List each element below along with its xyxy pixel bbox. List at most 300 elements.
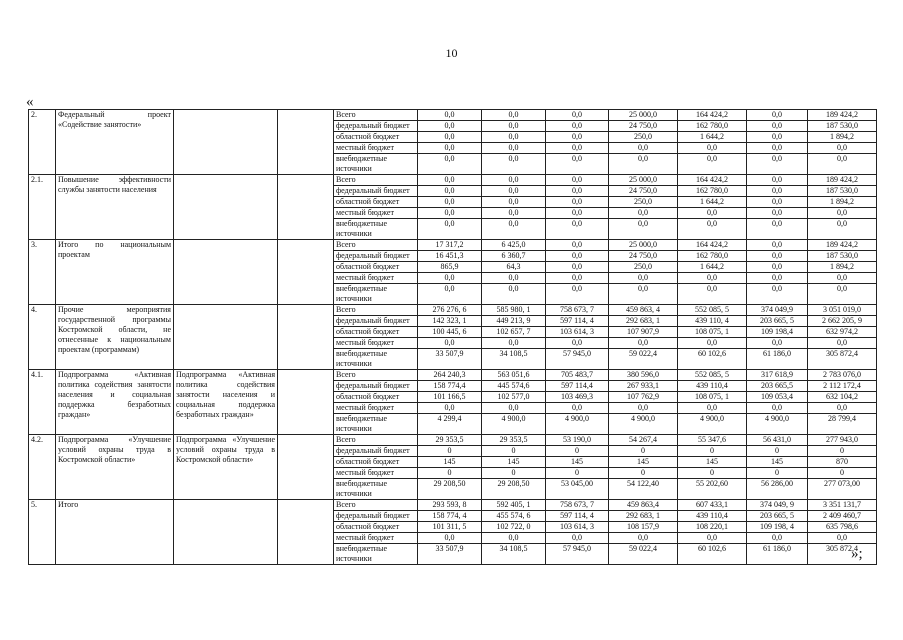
amount-cell: 0,0 (747, 240, 808, 251)
amount-cell: 162 780,0 (678, 121, 747, 132)
amount-cell: 0,0 (482, 403, 546, 414)
table-row (29, 175, 877, 186)
amount-cell: 0 (808, 468, 877, 479)
amount-cell: 108 075, 1 (678, 327, 747, 338)
section-number: 4. (29, 305, 56, 370)
amount-cell: 145 (546, 457, 609, 468)
amount-cell: 0,0 (747, 338, 808, 349)
amount-cell: 0 (609, 468, 678, 479)
amount-cell: 592 405, 1 (482, 500, 546, 511)
amount-cell: 0 (418, 446, 482, 457)
funding-source: Всего (334, 305, 418, 316)
blank-cell (278, 500, 334, 565)
amount-cell: 0,0 (418, 338, 482, 349)
amount-cell: 0,0 (808, 208, 877, 219)
amount-cell: 24 750,0 (609, 251, 678, 262)
amount-cell: 0 (546, 468, 609, 479)
amount-cell: 0,0 (747, 197, 808, 208)
amount-cell: 552 085, 5 (678, 305, 747, 316)
funding-source: Всего (334, 435, 418, 446)
blank-cell (278, 305, 334, 370)
amount-cell: 0,0 (808, 154, 877, 175)
amount-cell: 0 (482, 468, 546, 479)
table-row (29, 305, 877, 316)
subprogram-name (174, 240, 278, 305)
subprogram-name (174, 305, 278, 370)
amount-cell: 0,0 (482, 533, 546, 544)
amount-cell: 3 351 131,7 (808, 500, 877, 511)
amount-cell: 705 483,7 (546, 370, 609, 381)
amount-cell: 459 863,4 (609, 500, 678, 511)
section-number: 4.2. (29, 435, 56, 500)
amount-cell: 552 085, 5 (678, 370, 747, 381)
funding-source: местный бюджет (334, 273, 418, 284)
amount-cell: 61 186,0 (747, 544, 808, 565)
amount-cell: 0 (678, 468, 747, 479)
funding-source: федеральный бюджет (334, 381, 418, 392)
amount-cell: 2 409 460,7 (808, 511, 877, 522)
funding-source: внебюджетные источники (334, 154, 418, 175)
section-number: 2.1. (29, 175, 56, 240)
amount-cell: 28 799,4 (808, 414, 877, 435)
amount-cell: 56 286,00 (747, 479, 808, 500)
amount-cell: 0,0 (678, 533, 747, 544)
amount-cell: 164 424,2 (678, 175, 747, 186)
amount-cell: 0,0 (546, 175, 609, 186)
amount-cell: 0,0 (418, 197, 482, 208)
amount-cell: 0,0 (546, 110, 609, 121)
amount-cell: 0,0 (747, 110, 808, 121)
amount-cell: 108 220,1 (678, 522, 747, 533)
blank-cell (278, 175, 334, 240)
funding-source: Всего (334, 240, 418, 251)
amount-cell: 0,0 (747, 143, 808, 154)
amount-cell: 439 110,4 (678, 511, 747, 522)
opening-quote-mark: « (26, 94, 34, 110)
funding-source: областной бюджет (334, 457, 418, 468)
amount-cell: 103 469,3 (546, 392, 609, 403)
funding-source: внебюджетные источники (334, 544, 418, 565)
funding-source: Всего (334, 175, 418, 186)
amount-cell: 758 673, 7 (546, 305, 609, 316)
funding-source: внебюджетные источники (334, 284, 418, 305)
amount-cell: 1 644,2 (678, 132, 747, 143)
amount-cell: 0,0 (546, 143, 609, 154)
amount-cell: 0 (418, 468, 482, 479)
amount-cell: 29 208,50 (418, 479, 482, 500)
amount-cell: 187 530,0 (808, 121, 877, 132)
funding-source: внебюджетные источники (334, 349, 418, 370)
amount-cell: 54 267,4 (609, 435, 678, 446)
amount-cell: 0,0 (609, 273, 678, 284)
amount-cell: 277 073,00 (808, 479, 877, 500)
amount-cell: 317 618,9 (747, 370, 808, 381)
amount-cell: 0,0 (418, 533, 482, 544)
funding-source: федеральный бюджет (334, 316, 418, 327)
funding-source: федеральный бюджет (334, 121, 418, 132)
section-name: Подпрограмма «Улучшение условий охраны труда в Костромской области» (56, 435, 174, 500)
amount-cell: 0,0 (482, 219, 546, 240)
amount-cell: 0 (482, 446, 546, 457)
amount-cell: 0,0 (609, 219, 678, 240)
amount-cell: 632 104,2 (808, 392, 877, 403)
amount-cell: 0,0 (678, 338, 747, 349)
amount-cell: 158 774,4 (418, 381, 482, 392)
amount-cell: 374 049, 9 (747, 500, 808, 511)
amount-cell: 4 900,0 (678, 414, 747, 435)
funding-source: областной бюджет (334, 262, 418, 273)
amount-cell: 145 (418, 457, 482, 468)
amount-cell: 597 114, 4 (546, 316, 609, 327)
funding-source: областной бюджет (334, 522, 418, 533)
amount-cell: 0,0 (482, 154, 546, 175)
amount-cell: 0,0 (747, 175, 808, 186)
section-name: Прочие мероприятия государственной программы Костромской области, не отнесенные к национальным проектам (программам) (56, 305, 174, 370)
amount-cell: 0,0 (747, 219, 808, 240)
amount-cell: 101 166,5 (418, 392, 482, 403)
amount-cell: 0,0 (609, 338, 678, 349)
amount-cell: 162 780,0 (678, 251, 747, 262)
amount-cell: 374 049,9 (747, 305, 808, 316)
amount-cell: 56 431,0 (747, 435, 808, 446)
funding-source: областной бюджет (334, 197, 418, 208)
amount-cell: 17 317,2 (418, 240, 482, 251)
amount-cell: 276 276, 6 (418, 305, 482, 316)
section-number: 2. (29, 110, 56, 175)
amount-cell: 162 780,0 (678, 186, 747, 197)
amount-cell: 0,0 (546, 240, 609, 251)
amount-cell: 4 900,0 (482, 414, 546, 435)
amount-cell: 0,0 (609, 208, 678, 219)
amount-cell: 203 665,5 (747, 381, 808, 392)
amount-cell: 264 240,3 (418, 370, 482, 381)
amount-cell: 0,0 (609, 533, 678, 544)
amount-cell: 0,0 (808, 403, 877, 414)
subprogram-name (174, 110, 278, 175)
amount-cell: 0,0 (747, 132, 808, 143)
amount-cell: 865,9 (418, 262, 482, 273)
amount-cell: 0,0 (609, 403, 678, 414)
amount-cell: 145 (609, 457, 678, 468)
amount-cell: 0,0 (482, 121, 546, 132)
amount-cell: 250,0 (609, 197, 678, 208)
amount-cell: 0,0 (747, 208, 808, 219)
amount-cell: 0,0 (482, 186, 546, 197)
amount-cell: 0,0 (747, 403, 808, 414)
amount-cell: 107 907,9 (609, 327, 678, 338)
amount-cell: 0,0 (546, 154, 609, 175)
amount-cell: 25 000,0 (609, 175, 678, 186)
funding-source: внебюджетные источники (334, 479, 418, 500)
funding-source: внебюджетные источники (334, 219, 418, 240)
funding-source: областной бюджет (334, 132, 418, 143)
amount-cell: 0,0 (747, 154, 808, 175)
amount-cell: 0,0 (747, 273, 808, 284)
amount-cell: 189 424,2 (808, 240, 877, 251)
amount-cell: 0,0 (747, 251, 808, 262)
amount-cell: 2 662 205, 9 (808, 316, 877, 327)
amount-cell: 0,0 (546, 208, 609, 219)
amount-cell: 60 102,6 (678, 544, 747, 565)
amount-cell: 0,0 (418, 154, 482, 175)
amount-cell: 0 (546, 446, 609, 457)
amount-cell: 585 980, 1 (482, 305, 546, 316)
amount-cell: 563 051,6 (482, 370, 546, 381)
amount-cell: 4 900,0 (747, 414, 808, 435)
amount-cell: 455 574, 6 (482, 511, 546, 522)
amount-cell: 0,0 (546, 197, 609, 208)
amount-cell: 6 425,0 (482, 240, 546, 251)
amount-cell: 0,0 (678, 403, 747, 414)
amount-cell: 203 665, 5 (747, 511, 808, 522)
amount-cell: 164 424,2 (678, 240, 747, 251)
amount-cell: 439 110, 4 (678, 316, 747, 327)
amount-cell: 0,0 (808, 219, 877, 240)
amount-cell: 0,0 (609, 143, 678, 154)
amount-cell: 109 198,4 (747, 327, 808, 338)
funding-source: местный бюджет (334, 468, 418, 479)
funding-source: областной бюджет (334, 392, 418, 403)
funding-source: местный бюджет (334, 143, 418, 154)
funding-source: областной бюджет (334, 327, 418, 338)
amount-cell: 305 872,4 (808, 544, 877, 565)
table-row (29, 500, 877, 511)
amount-cell: 145 (678, 457, 747, 468)
amount-cell: 0,0 (418, 219, 482, 240)
amount-cell: 0,0 (482, 208, 546, 219)
amount-cell: 145 (747, 457, 808, 468)
amount-cell: 2 112 172,4 (808, 381, 877, 392)
amount-cell: 0,0 (546, 403, 609, 414)
amount-cell: 4 900,0 (546, 414, 609, 435)
amount-cell: 187 530,0 (808, 186, 877, 197)
amount-cell: 0,0 (678, 143, 747, 154)
amount-cell: 0,0 (546, 262, 609, 273)
amount-cell: 0,0 (546, 273, 609, 284)
amount-cell: 61 186,0 (747, 349, 808, 370)
amount-cell: 102 722, 0 (482, 522, 546, 533)
blank-cell (278, 435, 334, 500)
amount-cell: 189 424,2 (808, 175, 877, 186)
amount-cell: 0 (678, 446, 747, 457)
amount-cell: 103 614, 3 (546, 522, 609, 533)
amount-cell: 29 353,5 (482, 435, 546, 446)
amount-cell: 0,0 (546, 338, 609, 349)
amount-cell: 0,0 (747, 284, 808, 305)
amount-cell: 635 798,6 (808, 522, 877, 533)
amount-cell: 0,0 (678, 208, 747, 219)
funding-source: федеральный бюджет (334, 446, 418, 457)
amount-cell: 107 762,9 (609, 392, 678, 403)
amount-cell: 607 433,1 (678, 500, 747, 511)
amount-cell: 53 045,00 (546, 479, 609, 500)
amount-cell: 55 347,6 (678, 435, 747, 446)
amount-cell: 0,0 (546, 284, 609, 305)
amount-cell: 0,0 (747, 262, 808, 273)
amount-cell: 0,0 (747, 121, 808, 132)
amount-cell: 0,0 (482, 284, 546, 305)
amount-cell: 0,0 (808, 143, 877, 154)
amount-cell: 0,0 (808, 338, 877, 349)
amount-cell: 1 894,2 (808, 132, 877, 143)
funding-source: местный бюджет (334, 403, 418, 414)
amount-cell: 53 190,0 (546, 435, 609, 446)
amount-cell: 102 657, 7 (482, 327, 546, 338)
amount-cell: 3 051 019,0 (808, 305, 877, 316)
section-name: Федеральный проект «Содействие занятости» (56, 110, 174, 175)
amount-cell: 0,0 (678, 284, 747, 305)
amount-cell: 0,0 (482, 110, 546, 121)
section-name: Повышение эффективности службы занятости населения (56, 175, 174, 240)
blank-cell (278, 110, 334, 175)
funding-source: федеральный бюджет (334, 251, 418, 262)
amount-cell: 0,0 (747, 533, 808, 544)
funding-source: Всего (334, 370, 418, 381)
amount-cell: 305 872,4 (808, 349, 877, 370)
funding-source: Всего (334, 110, 418, 121)
subprogram-name (174, 175, 278, 240)
amount-cell: 101 311, 5 (418, 522, 482, 533)
amount-cell: 6 360,7 (482, 251, 546, 262)
amount-cell: 59 022,4 (609, 349, 678, 370)
amount-cell: 4 299,4 (418, 414, 482, 435)
amount-cell: 449 213, 9 (482, 316, 546, 327)
amount-cell: 0 (747, 468, 808, 479)
amount-cell: 0 (747, 446, 808, 457)
budget-table (28, 109, 877, 565)
amount-cell: 0,0 (546, 121, 609, 132)
amount-cell: 267 933,1 (609, 381, 678, 392)
amount-cell: 632 974,2 (808, 327, 877, 338)
amount-cell: 1 644,2 (678, 262, 747, 273)
amount-cell: 0,0 (418, 284, 482, 305)
amount-cell: 0,0 (482, 273, 546, 284)
page-number: 10 (445, 46, 458, 60)
amount-cell: 100 445, 6 (418, 327, 482, 338)
amount-cell: 4 900,0 (609, 414, 678, 435)
amount-cell: 57 945,0 (546, 349, 609, 370)
blank-cell (278, 370, 334, 435)
amount-cell: 25 000,0 (609, 240, 678, 251)
amount-cell: 0,0 (482, 175, 546, 186)
amount-cell: 55 202,60 (678, 479, 747, 500)
table-row (29, 110, 877, 121)
amount-cell: 0 (609, 446, 678, 457)
amount-cell: 16 451,3 (418, 251, 482, 262)
budget-table-body (29, 110, 877, 565)
section-number: 3. (29, 240, 56, 305)
amount-cell: 597 114, 4 (546, 511, 609, 522)
amount-cell: 189 424,2 (808, 110, 877, 121)
amount-cell: 0,0 (678, 219, 747, 240)
amount-cell: 380 596,0 (609, 370, 678, 381)
amount-cell: 0,0 (482, 143, 546, 154)
amount-cell: 64,3 (482, 262, 546, 273)
subprogram-name: Подпрограмма «Активная политика содействия занятости населения и социальная поддержка безработных граждан» (174, 370, 278, 435)
amount-cell: 25 000,0 (609, 110, 678, 121)
amount-cell: 0,0 (546, 533, 609, 544)
amount-cell: 24 750,0 (609, 121, 678, 132)
amount-cell: 0,0 (609, 284, 678, 305)
amount-cell: 0,0 (546, 132, 609, 143)
table-row (29, 370, 877, 381)
amount-cell: 33 507,9 (418, 544, 482, 565)
amount-cell: 439 110,4 (678, 381, 747, 392)
amount-cell: 0,0 (609, 154, 678, 175)
amount-cell: 0,0 (546, 186, 609, 197)
amount-cell: 277 943,0 (808, 435, 877, 446)
closing-quote-mark: »; (851, 546, 863, 562)
amount-cell: 142 323, 1 (418, 316, 482, 327)
amount-cell: 0,0 (418, 175, 482, 186)
blank-cell (278, 240, 334, 305)
amount-cell: 203 665, 5 (747, 316, 808, 327)
amount-cell: 1 894,2 (808, 262, 877, 273)
amount-cell: 597 114,4 (546, 381, 609, 392)
amount-cell: 59 022,4 (609, 544, 678, 565)
amount-cell: 0,0 (418, 186, 482, 197)
amount-cell: 1 644,2 (678, 197, 747, 208)
funding-source: федеральный бюджет (334, 186, 418, 197)
amount-cell: 102 577,0 (482, 392, 546, 403)
amount-cell: 158 774, 4 (418, 511, 482, 522)
amount-cell: 109 198, 4 (747, 522, 808, 533)
amount-cell: 0,0 (418, 143, 482, 154)
amount-cell: 0,0 (418, 273, 482, 284)
amount-cell: 0,0 (482, 132, 546, 143)
amount-cell: 2 783 076,0 (808, 370, 877, 381)
funding-source: внебюджетные источники (334, 414, 418, 435)
amount-cell: 0,0 (678, 273, 747, 284)
funding-source: Всего (334, 500, 418, 511)
section-name: Итого (56, 500, 174, 565)
amount-cell: 0,0 (678, 154, 747, 175)
amount-cell: 0,0 (808, 533, 877, 544)
amount-cell: 0,0 (418, 403, 482, 414)
amount-cell: 0,0 (418, 132, 482, 143)
amount-cell: 145 (482, 457, 546, 468)
amount-cell: 29 208,50 (482, 479, 546, 500)
amount-cell: 293 593, 8 (418, 500, 482, 511)
amount-cell: 0,0 (747, 186, 808, 197)
amount-cell: 187 530,0 (808, 251, 877, 262)
amount-cell: 0 (808, 446, 877, 457)
amount-cell: 164 424,2 (678, 110, 747, 121)
amount-cell: 108 157,9 (609, 522, 678, 533)
amount-cell: 459 863, 4 (609, 305, 678, 316)
table-row (29, 435, 877, 446)
section-number: 4.1. (29, 370, 56, 435)
amount-cell: 0,0 (482, 338, 546, 349)
section-name: Итого по национальным проектам (56, 240, 174, 305)
amount-cell: 0,0 (808, 284, 877, 305)
amount-cell: 0,0 (418, 208, 482, 219)
amount-cell: 292 683, 1 (609, 511, 678, 522)
amount-cell: 54 122,40 (609, 479, 678, 500)
amount-cell: 445 574,6 (482, 381, 546, 392)
section-number: 5. (29, 500, 56, 565)
amount-cell: 108 075, 1 (678, 392, 747, 403)
amount-cell: 292 683, 1 (609, 316, 678, 327)
amount-cell: 24 750,0 (609, 186, 678, 197)
amount-cell: 0,0 (482, 197, 546, 208)
amount-cell: 29 353,5 (418, 435, 482, 446)
amount-cell: 34 108,5 (482, 544, 546, 565)
amount-cell: 0,0 (546, 219, 609, 240)
funding-source: местный бюджет (334, 533, 418, 544)
table-row (29, 240, 877, 251)
amount-cell: 34 108,5 (482, 349, 546, 370)
